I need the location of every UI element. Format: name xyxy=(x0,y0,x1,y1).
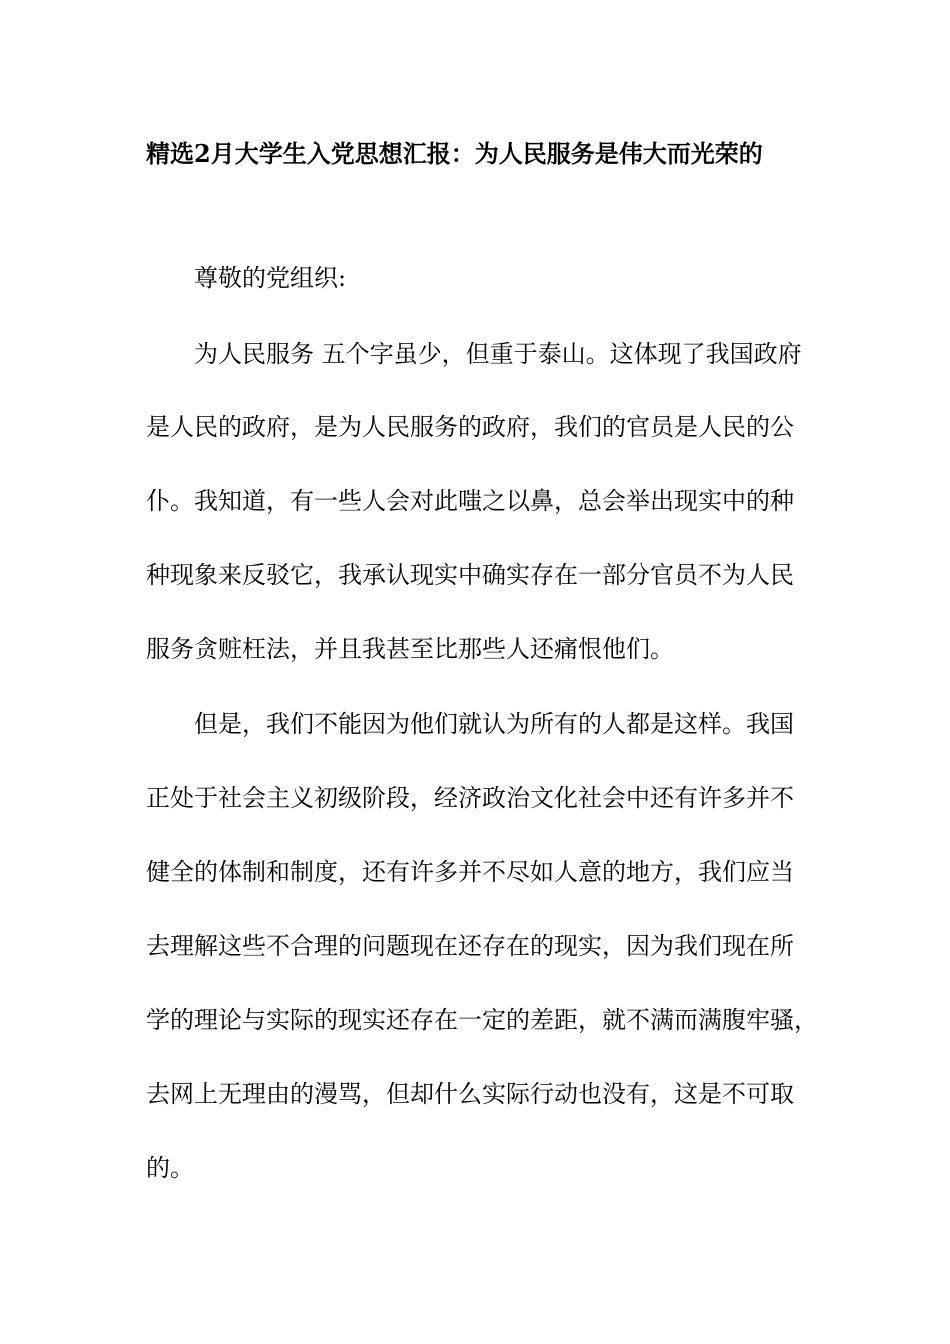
salutation: 尊敬的党组织: xyxy=(194,264,347,292)
paragraph-2-line-6: 去网上无理由的漫骂，但却什么实际行动也没有，这是不可取 xyxy=(146,1080,794,1108)
paragraph-1-line-3: 仆。我知道，有一些人会对此嗤之以鼻，总会举出现实中的种 xyxy=(146,487,794,515)
paragraph-2-line-7: 的。 xyxy=(146,1154,194,1182)
paragraph-2-line-2: 正处于社会主义初级阶段，经济政治文化社会中还有许多并不 xyxy=(146,784,794,812)
paragraph-1-line-2: 是人民的政府，是为人民服务的政府，我们的官员是人民的公 xyxy=(146,413,794,441)
paragraph-1-line-4: 种现象来反驳它，我承认现实中确实存在一部分官员不为人民 xyxy=(146,561,794,589)
paragraph-2-line-3: 健全的体制和制度，还有许多并不尽如人意的地方，我们应当 xyxy=(146,858,794,886)
paragraph-2-line-1: 但是，我们不能因为他们就认为所有的人都是这样。我国 xyxy=(194,710,794,738)
document-title: 精选2月大学生入党思想汇报：为人民服务是伟大而光荣的 xyxy=(146,139,763,168)
paragraph-1-line-5: 服务贪赃枉法，并且我甚至比那些人还痛恨他们。 xyxy=(146,635,674,663)
paragraph-2-line-5: 学的理论与实际的现实还存在一定的差距，就不满而满腹牢骚， xyxy=(146,1006,818,1034)
paragraph-1-line-1: 为人民服务 五个字虽少，但重于泰山。这体现了我国政府 xyxy=(194,340,802,368)
paragraph-2-line-4: 去理解这些不合理的问题现在还存在的现实，因为我们现在所 xyxy=(146,932,794,960)
